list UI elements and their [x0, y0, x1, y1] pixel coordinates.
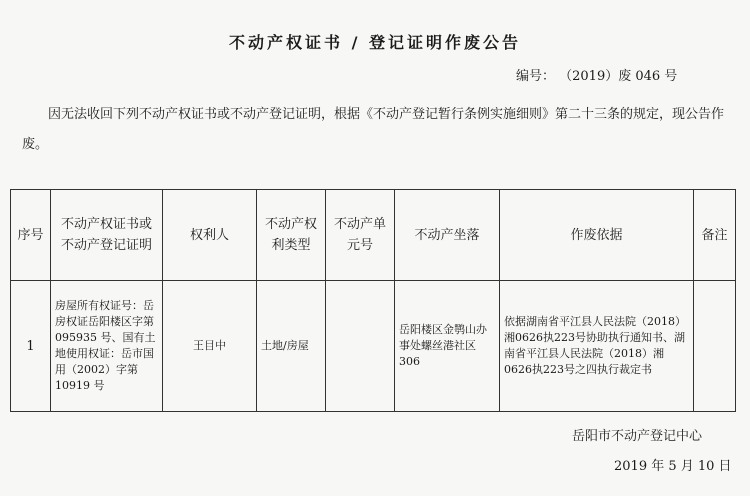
header-certificate: 不动产权证书或不动产登记证明 [51, 190, 163, 281]
intro-paragraph: 因无法收回下列不动产权证书或不动产登记证明，根据《不动产登记暂行条例实施细则》第二十三条的规定，现公告作废。 [22, 107, 725, 152]
cell-certificate: 房屋所有权证号：岳房权证岳阳楼区字第 095935 号、国有土地使用权证：岳市国用（2002）字第 10919 号 [51, 281, 163, 412]
table-row [11, 281, 736, 412]
header-owner: 权利人 [163, 190, 257, 281]
header-right-type: 不动产权利类型 [257, 190, 326, 281]
page-title: 不动产权证书 / 登记证明作废公告 [229, 33, 521, 52]
header-basis: 作废依据 [500, 190, 694, 281]
issuing-organization: 岳阳市不动产登记中心 [572, 429, 703, 444]
header-location: 不动产坐落 [395, 190, 500, 281]
issue-date: 2019 年 5 月 10 日 [614, 459, 732, 474]
header-seq: 序号 [11, 190, 51, 281]
cell-remark [694, 281, 736, 412]
cell-seq: 1 [11, 281, 51, 412]
cell-location: 岳阳楼区金鹗山办事处螺丝港社区 306 [395, 281, 500, 412]
cell-unit-no [326, 281, 395, 412]
document-number: 编号： （2019）废 046 号 [516, 69, 678, 84]
header-unit-no: 不动产单元号 [326, 190, 395, 281]
cell-right-type: 土地/房屋 [257, 281, 326, 412]
cell-owner: 王目中 [163, 281, 257, 412]
cell-basis: 依据湖南省平江县人民法院（2018）湘0626执223号协助执行通知书、湖南省平江县人民法院（2018）湘0626执223号之四执行裁定书 [500, 281, 694, 412]
table-header-row [11, 190, 736, 281]
header-remark: 备注 [694, 190, 736, 281]
cancellation-table [10, 189, 736, 412]
